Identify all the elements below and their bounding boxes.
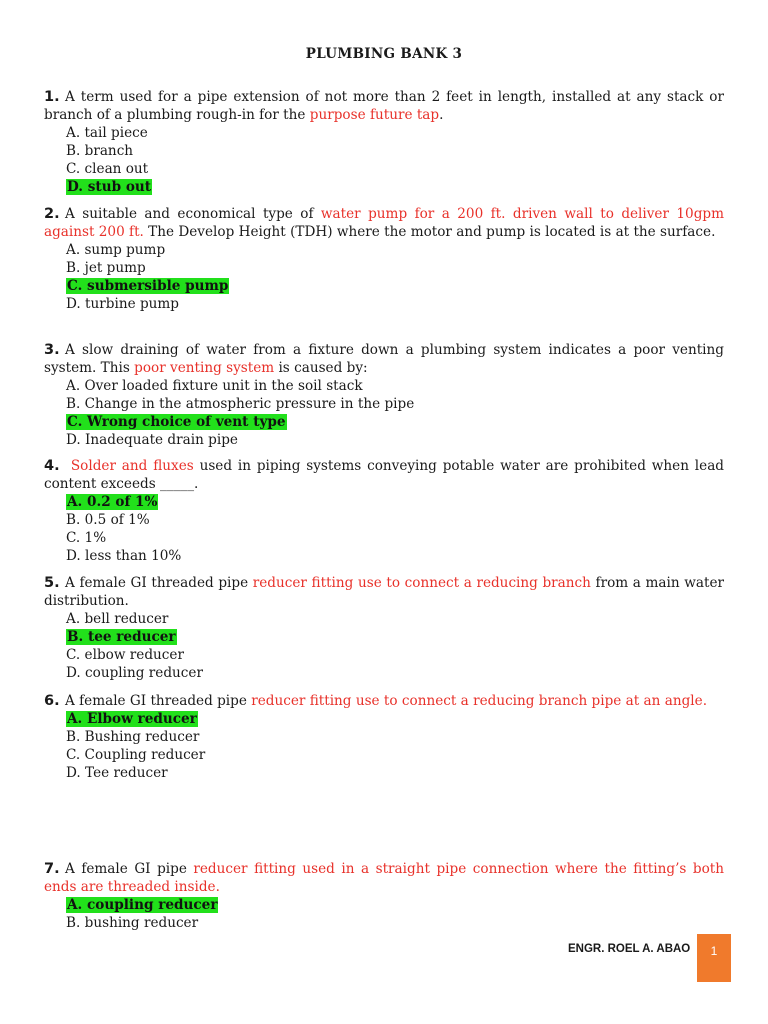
correct-answer-option <box>66 896 724 914</box>
question-stem <box>44 574 724 610</box>
highlighted-phrase: Solder and fluxes <box>70 458 194 474</box>
answer-options <box>66 377 724 449</box>
answer-option <box>66 664 724 682</box>
answer-option <box>66 728 724 746</box>
stem-text: The Develop Height (TDH) where the motor and pump is located is at the surface. <box>143 224 716 240</box>
question-number: 3. <box>44 342 60 358</box>
question-stem <box>44 341 724 377</box>
correct-answer-option <box>66 413 724 431</box>
question-stem <box>44 692 724 710</box>
option-text: D. Tee reducer <box>66 765 168 781</box>
question-5 <box>44 574 724 682</box>
question-number: 7. <box>44 861 60 877</box>
answer-option <box>66 142 724 160</box>
answer-options <box>66 896 724 932</box>
answer-option <box>66 395 724 413</box>
question-3 <box>44 341 724 449</box>
option-text: C. Coupling reducer <box>66 747 206 763</box>
question-number: 2. <box>44 206 60 222</box>
answer-option <box>66 646 724 664</box>
highlighted-phrase: purpose future tap <box>309 107 440 123</box>
question-number: 4. <box>44 458 60 474</box>
question-2 <box>44 205 724 313</box>
question-4 <box>44 457 724 565</box>
answer-option <box>66 377 724 395</box>
stem-text: used in piping systems conveying potable water are prohibited when lead content exceeds _____. <box>44 458 724 492</box>
question-stem <box>44 457 724 493</box>
option-text: D. less than 10% <box>66 548 182 564</box>
highlighted-phrase: reducer fitting use to connect a reducing branch pipe at an angle. <box>251 693 708 709</box>
option-text: C. Wrong choice of vent type <box>67 414 286 430</box>
option-text: B. Bushing reducer <box>66 729 200 745</box>
option-text: B. 0.5 of 1% <box>66 512 150 528</box>
option-text: A. Over loaded fixture unit in the soil stack <box>66 378 363 394</box>
correct-answer-option <box>66 710 724 728</box>
stem-text: is caused by: <box>274 360 368 376</box>
highlighted-phrase: water pump for a 200 ft. driven wall to deliver 10gpm against 200 ft. <box>44 206 725 240</box>
question-7 <box>44 860 724 932</box>
answer-option <box>66 914 724 932</box>
question-stem <box>44 88 724 124</box>
answer-option <box>66 764 724 782</box>
stem-text: from a main water distribution. <box>44 575 724 609</box>
option-text: A. sump pump <box>66 242 166 258</box>
answer-option <box>66 259 724 277</box>
answer-options <box>66 610 724 682</box>
correct-answer-option <box>66 628 724 646</box>
stem-text: A female GI threaded pipe <box>65 693 252 709</box>
question-number: 6. <box>44 693 60 709</box>
option-text: A. Elbow reducer <box>67 711 197 727</box>
stem-text: A female GI threaded pipe <box>65 575 253 591</box>
option-text: B. branch <box>66 143 134 159</box>
option-text: C. elbow reducer <box>66 647 184 663</box>
answer-option <box>66 124 724 142</box>
answer-option <box>66 431 724 449</box>
stem-text: A slow draining of water from a fixture down a plumbing system indicates a poor venting system. This <box>44 342 724 376</box>
stem-text: . <box>439 107 444 123</box>
answer-options <box>66 241 724 313</box>
answer-option <box>66 295 724 313</box>
option-text: C. submersible pump <box>67 278 229 294</box>
answer-option <box>66 160 724 178</box>
answer-option <box>66 529 724 547</box>
page-title: PLUMBING BANK 3 <box>305 46 463 62</box>
answer-option <box>66 511 724 529</box>
question-number: 1. <box>44 89 60 105</box>
answer-options <box>66 124 724 196</box>
footer-author: ENGR. ROEL A. ABAO <box>568 943 691 955</box>
option-text: A. coupling reducer <box>67 897 218 913</box>
answer-option <box>66 746 724 764</box>
answer-option <box>66 241 724 259</box>
option-text: A. bell reducer <box>66 611 169 627</box>
answer-option <box>66 610 724 628</box>
correct-answer-option <box>66 277 724 295</box>
correct-answer-option <box>66 178 724 196</box>
correct-answer-option <box>66 493 724 511</box>
question-1 <box>44 88 724 196</box>
question-stem <box>44 205 724 241</box>
answer-option <box>66 547 724 565</box>
option-text: A. tail piece <box>66 125 148 141</box>
highlighted-phrase: reducer fitting used in a straight pipe connection where the fitting’s both ends are threaded inside. <box>44 861 724 895</box>
option-text: B. tee reducer <box>67 629 176 645</box>
answer-options <box>66 710 724 782</box>
option-text: A. 0.2 of 1% <box>67 494 158 510</box>
option-text: B. jet pump <box>66 260 146 276</box>
highlighted-phrase: poor venting system <box>134 360 275 376</box>
option-text: B. bushing reducer <box>66 915 199 931</box>
question-stem <box>44 860 724 896</box>
option-text: C. clean out <box>66 161 149 177</box>
question-number: 5. <box>44 575 60 591</box>
question-6 <box>44 692 724 782</box>
option-text: D. stub out <box>67 179 152 195</box>
option-text: D. turbine pump <box>66 296 179 312</box>
highlighted-phrase: reducer fitting use to connect a reducing branch <box>252 575 591 591</box>
option-text: C. 1% <box>66 530 107 546</box>
stem-text: A suitable and economical type of <box>65 206 321 222</box>
option-text: D. Inadequate drain pipe <box>66 432 238 448</box>
answer-options <box>66 493 724 565</box>
option-text: B. Change in the atmospheric pressure in the pipe <box>66 396 415 412</box>
stem-text: A term used for a pipe extension of not more than 2 feet in length, installed at any stack or branch of a plumbing rough-in for the <box>44 89 724 123</box>
page-number-badge: 1 <box>697 934 731 982</box>
option-text: D. coupling reducer <box>66 665 203 681</box>
stem-text: A female GI pipe <box>65 861 194 877</box>
